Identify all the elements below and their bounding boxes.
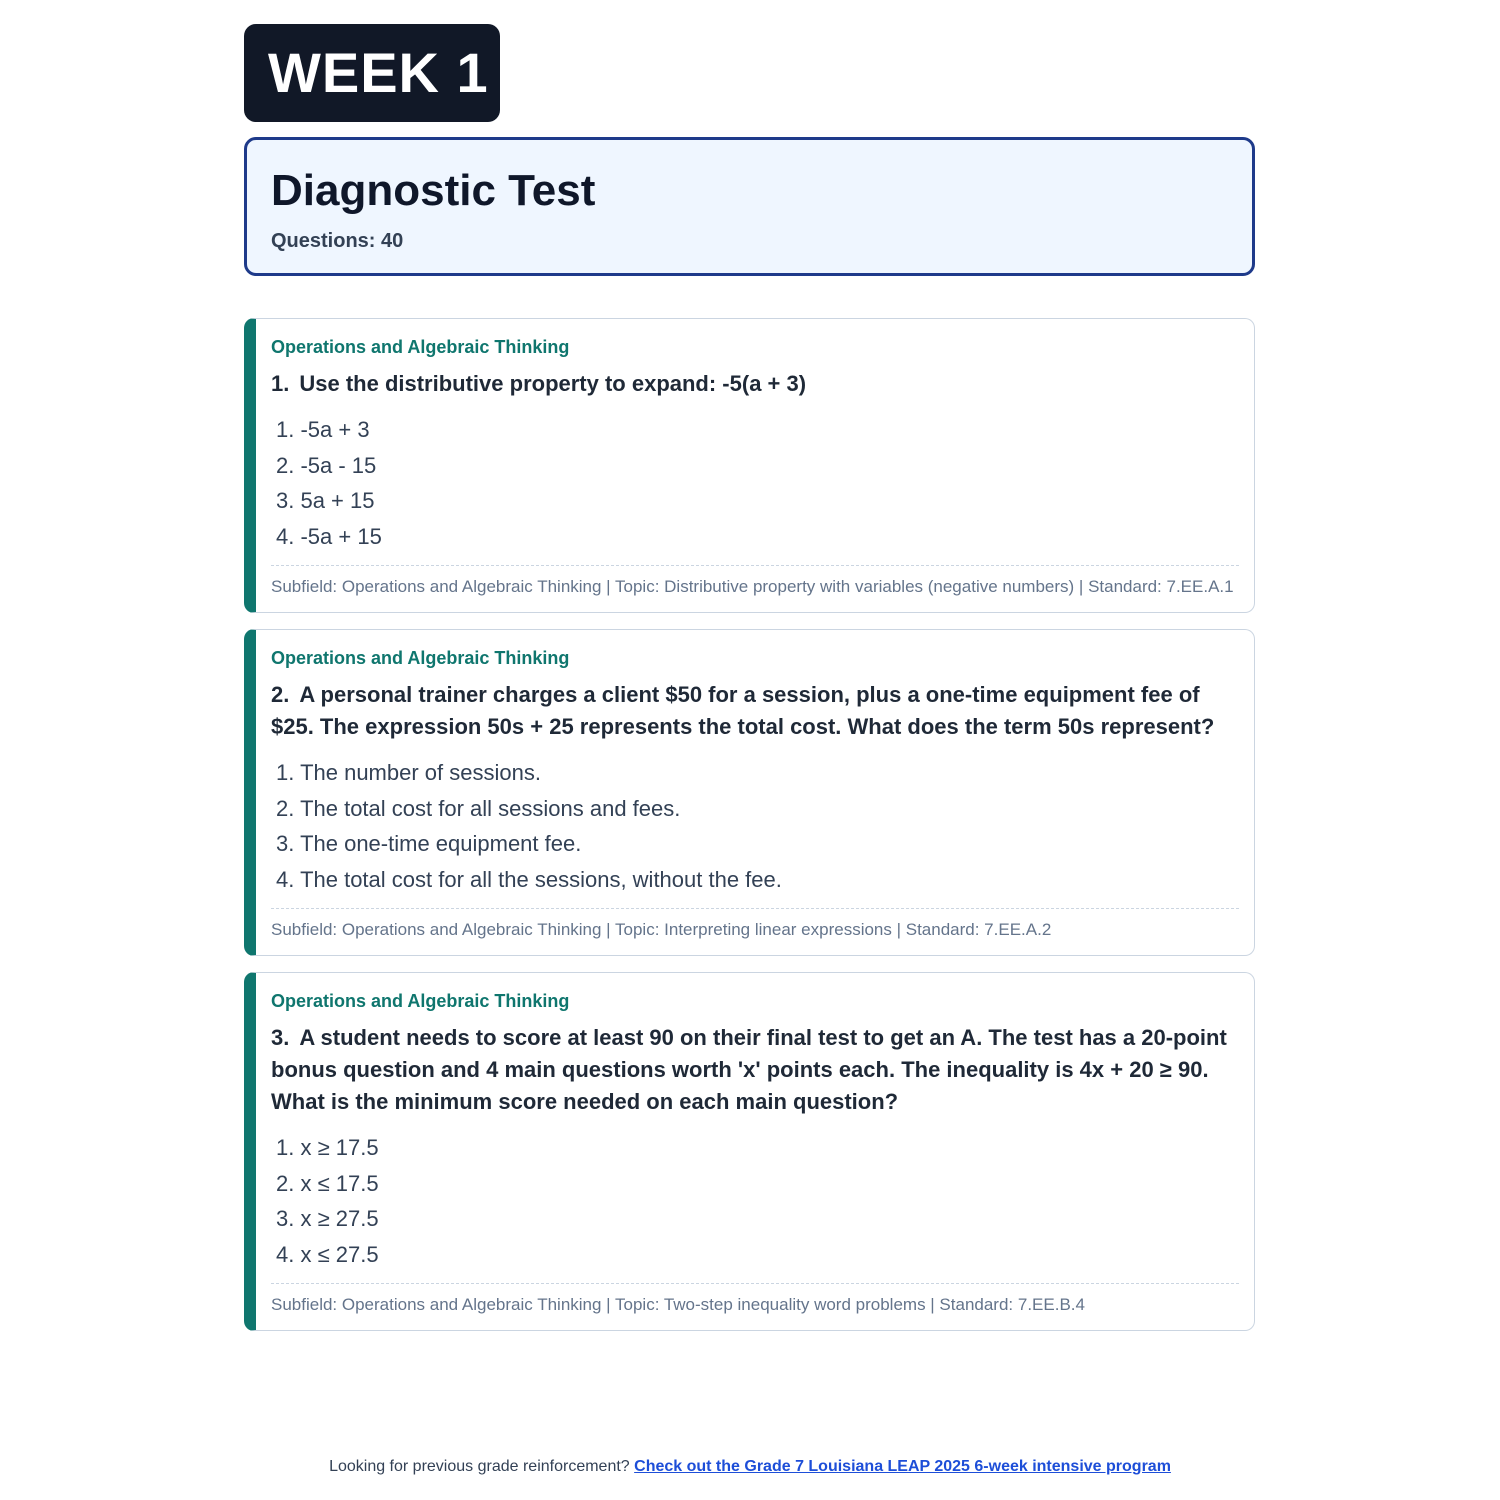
- answer-option: 2. The total cost for all sessions and fees.: [276, 795, 681, 821]
- answer-option: 4. x ≤ 27.5: [276, 1241, 379, 1267]
- question-metadata: Subfield: Operations and Algebraic Thinking | Topic: Two-step inequality word problems | Standard: 7.EE.B.4: [271, 1283, 1239, 1316]
- question-metadata: Subfield: Operations and Algebraic Thinking | Topic: Distributive property with variables (negative numbers) | Standard: 7.EE.A.1: [271, 565, 1239, 598]
- answer-option: 4. -5a + 15: [276, 523, 382, 549]
- question-card-1: [244, 318, 1255, 613]
- question-subfield: Operations and Algebraic Thinking: [271, 648, 570, 668]
- answer-option: 1. The number of sessions.: [276, 760, 541, 785]
- answer-option: 4. The total cost for all the sessions, without the fee.: [276, 866, 782, 892]
- answer-option: 3. 5a + 15: [276, 488, 375, 513]
- question-subfield: Operations and Algebraic Thinking: [271, 991, 570, 1011]
- question-prompt: A personal trainer charges a client $50 for a session, plus a one-time equipment fee of $25. The expression 50s + 25 represents the total cost. What does the term 50s represent?: [271, 682, 1215, 739]
- question-card-2: [244, 629, 1255, 956]
- answer-options: [271, 412, 1239, 554]
- question-subfield: Operations and Algebraic Thinking: [271, 337, 570, 357]
- question-text: [271, 679, 1239, 743]
- question-text: [271, 1022, 1239, 1118]
- answer-option: 2. x ≤ 17.5: [276, 1170, 379, 1196]
- question-prompt: Use the distributive property to expand: -5(a + 3): [299, 371, 807, 396]
- answer-options: [271, 755, 1239, 897]
- test-header-card: [244, 137, 1255, 276]
- questions-count: Questions: 40: [271, 230, 404, 252]
- question-prompt: A student needs to score at least 90 on their final test to get an A. The test has a 20-point bonus question and 4 main questions worth 'x' points each. The inequality is 4x + 20 ≥ 90. What is the minimum score needed on each main question?: [271, 1025, 1227, 1114]
- question-number: 1.: [271, 371, 290, 396]
- answer-option: 2. -5a - 15: [276, 452, 377, 478]
- question-text: [271, 368, 1239, 400]
- question-number: 2.: [271, 682, 290, 707]
- question-number: 3.: [271, 1025, 290, 1050]
- answer-options: [271, 1130, 1239, 1272]
- question-metadata: Subfield: Operations and Algebraic Thinking | Topic: Interpreting linear expressions | Standard: 7.EE.A.2: [271, 908, 1239, 941]
- worksheet-page: [244, 24, 1255, 1347]
- week-badge: WEEK 1: [244, 24, 500, 122]
- question-card-3: [244, 972, 1255, 1331]
- answer-option: 3. x ≥ 27.5: [276, 1206, 379, 1231]
- answer-option: 1. x ≥ 17.5: [276, 1135, 379, 1160]
- page-title: Diagnostic Test: [271, 166, 596, 215]
- question-list: [244, 318, 1255, 1331]
- answer-option: 3. The one-time equipment fee.: [276, 831, 582, 856]
- answer-option: 1. -5a + 3: [276, 417, 370, 442]
- footer-prompt: Looking for previous grade reinforcement?: [329, 1458, 630, 1475]
- grade7-program-link[interactable]: Check out the Grade 7 Louisiana LEAP 2025 6-week intensive program: [634, 1458, 1171, 1475]
- footer: [0, 1458, 1500, 1476]
